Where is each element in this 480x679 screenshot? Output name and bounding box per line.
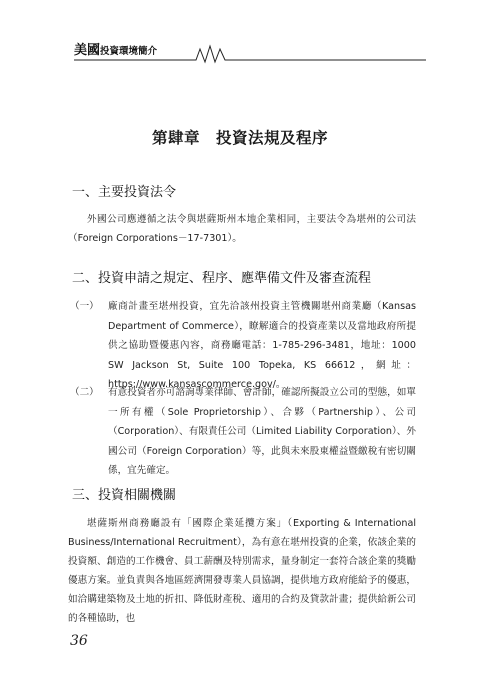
- list-marker: （一）: [70, 301, 99, 312]
- header-title-big: 美國: [74, 43, 101, 58]
- list-item-text: 廠商計畫至堪州投資，宜先洽該州投資主管機關堪州商業廳（Kansas Department of Commerce），瞭解適合的投資產業以及當地政府所提供之協助暨優惠內容，商務廳電話：1-785-296-3481，地址：1000 SW Jackson St, Suite 100 Topeka, KS 66612，網址：https://www.kansascommerce.gov/。: [108, 301, 416, 390]
- section-heading-2: 二、投資申請之規定、程序、應準備文件及審查流程: [72, 271, 372, 286]
- section-heading-1: 一、主要投資法令: [72, 185, 177, 200]
- section-body-3: [68, 514, 416, 628]
- paragraph: 外國公司應遵循之法令與堪薩斯州本地企業相同，主要法令為堪州的公司法（Foreign Corporations－17-7301）。: [68, 214, 416, 244]
- header-title: [74, 42, 157, 59]
- list-item-text: 有意投資者亦可諮詢專業律師、會計師，確認所擬設立公司的型態，如單一所有權（Sole Proprietorship）、合夥（Partnership）、公司（Corporation）、有限責任公司（Limited Liability Corporation）、外國公司（Foreign Corporation）等，此與未來股東權益暨繳稅有密切關係，宜先確定。: [108, 387, 416, 476]
- list-item-2: [70, 383, 416, 481]
- header-title-small: 投資環境簡介: [100, 46, 158, 57]
- chapter-title: 第肆章 投資法規及程序: [151, 128, 328, 147]
- paragraph: 堪薩斯州商務廳設有「國際企業延攬方案」（Exporting & International Business/International Recruitment），為有意在堪州投資的企業，依該企業的投資額、創造的工作機會、員工薪酬及特別需求，量身制定一套符合該企業的獎勵優惠方案。並負責與各地區經濟開發專業人員協調，提供地方政府能給予的優惠，如洽購建築物及土地的折扣、降低財產稅、適用的合約及貸款計畫；提供給新公司的各種協助，也: [68, 518, 416, 624]
- section-heading-3: 三、投資相關機關: [72, 488, 177, 503]
- list-marker: （二）: [70, 387, 99, 398]
- list-item-1: [70, 297, 416, 395]
- page-number: 36: [70, 633, 88, 649]
- running-header: [74, 40, 426, 64]
- section-body-1: [68, 210, 416, 248]
